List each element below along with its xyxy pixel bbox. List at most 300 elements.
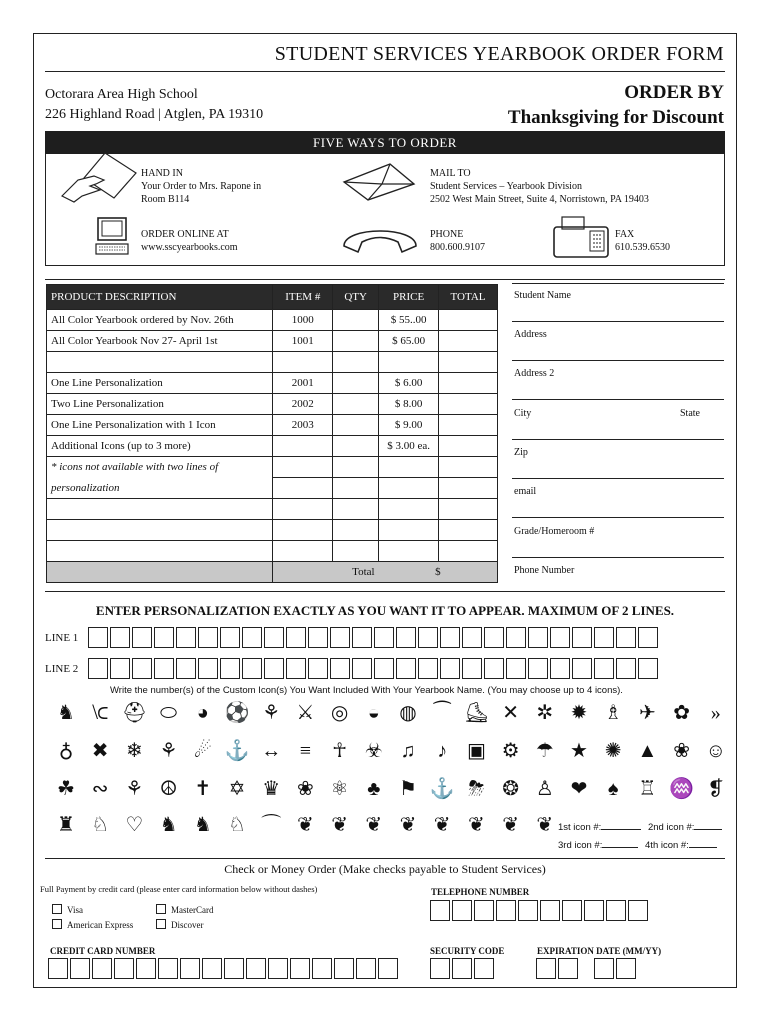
student-name-field[interactable] (512, 321, 724, 322)
amex-label: American Express (67, 920, 134, 930)
item-number: 1000 (273, 310, 333, 331)
total-cell[interactable] (439, 415, 498, 436)
price-cell: $ 55..00 (379, 310, 439, 331)
custom-icon-option: ✝ (194, 778, 212, 800)
qty-cell[interactable] (333, 436, 379, 457)
icon4-label: 4th icon #: (645, 840, 689, 851)
custom-icon-option: ♣ (367, 778, 381, 800)
five-ways-header: FIVE WAYS TO ORDER (45, 131, 725, 154)
custom-icon-option: ⚔ (296, 702, 315, 724)
char-box[interactable] (220, 627, 240, 648)
phone-text (430, 228, 485, 254)
custom-icon-option: ▲ (637, 740, 658, 762)
char-box[interactable] (110, 658, 130, 679)
char-box[interactable] (638, 658, 658, 679)
char-box[interactable] (594, 958, 614, 979)
char-box[interactable] (246, 958, 266, 979)
custom-icon-option: ⛈ (468, 778, 485, 800)
qty-cell[interactable] (333, 520, 379, 541)
char-box[interactable] (352, 658, 372, 679)
char-box[interactable] (374, 658, 394, 679)
custom-icon-option: ⚘ (159, 740, 178, 762)
phone-number: 800.600.9107 (430, 242, 485, 253)
char-box[interactable] (88, 627, 108, 648)
hand-in-icon (60, 150, 140, 205)
price-cell: $ 8.00 (379, 394, 439, 415)
col-header: QTY (333, 285, 379, 310)
total-cell[interactable] (439, 520, 498, 541)
char-box[interactable] (198, 658, 218, 679)
state-label: State (680, 408, 700, 419)
grand-total-field[interactable]: $ (379, 562, 498, 583)
custom-icon-option: ★ (570, 740, 588, 762)
credit-note: Full Payment by credit card (please enter card information below without dashes) (40, 884, 318, 894)
order-by-line1: ORDER BY (624, 82, 724, 103)
custom-icon-option: ✺ (604, 740, 622, 762)
char-box[interactable] (202, 958, 222, 979)
col-header: PRODUCT DESCRIPTION (47, 285, 273, 310)
char-box[interactable] (474, 900, 494, 921)
qty-cell[interactable] (333, 331, 379, 352)
section-divider (45, 858, 725, 859)
custom-icon-option: ◕ (196, 702, 209, 724)
mail-line2: 2502 West Main Street, Suite 4, Norristown, PA 19403 (430, 194, 649, 205)
product-desc: All Color Yearbook Nov 27- April 1st (47, 331, 273, 352)
school-info (45, 85, 263, 125)
char-box[interactable] (430, 900, 450, 921)
qty-cell[interactable] (333, 457, 379, 478)
table-row (47, 310, 498, 331)
mastercard-option[interactable] (156, 904, 214, 915)
online-title: ORDER ONLINE AT (141, 229, 229, 240)
char-box[interactable] (528, 627, 548, 648)
visa-option[interactable] (52, 904, 83, 915)
custom-icon-option: ♜ (57, 814, 75, 836)
char-box[interactable] (506, 658, 526, 679)
custom-icon-option: ❀ (673, 740, 690, 762)
city-label: City (514, 408, 532, 419)
custom-icon-option: ♘ (91, 814, 110, 836)
line2-input[interactable] (88, 658, 660, 679)
item-number: 2003 (273, 415, 333, 436)
address-label: Address (514, 329, 547, 340)
char-box[interactable] (198, 627, 218, 648)
char-box[interactable] (264, 658, 284, 679)
custom-icon-option: ☥ (332, 740, 348, 762)
custom-icon-option: ♫ (400, 740, 416, 762)
char-box[interactable] (334, 958, 354, 979)
custom-icon-option: ⚓ (224, 740, 250, 762)
char-box[interactable] (536, 958, 556, 979)
icon-instruction: Write the number(s) of the Custom Icon(s) You Want Included With Your Yearbook Name. (You may choose up to 4 icons). (110, 685, 623, 696)
computer-icon (94, 216, 132, 258)
char-box[interactable] (638, 627, 658, 648)
custom-icon-option: ♙ (535, 778, 554, 800)
custom-icon-option: ✹ (570, 702, 588, 724)
custom-icon-option: ♞ (57, 702, 75, 724)
char-box[interactable] (484, 658, 504, 679)
char-box[interactable] (330, 627, 350, 648)
expiration-year-input[interactable] (594, 958, 638, 979)
table-row (47, 415, 498, 436)
char-box[interactable] (136, 958, 156, 979)
total-cell[interactable] (439, 541, 498, 562)
char-box[interactable] (550, 658, 570, 679)
char-box[interactable] (616, 627, 636, 648)
product-desc: All Color Yearbook ordered by Nov. 26th (47, 310, 273, 331)
zip-label: Zip (514, 447, 528, 458)
price-cell: $ 65.00 (379, 331, 439, 352)
address2-field[interactable] (512, 399, 724, 400)
char-box[interactable] (396, 627, 416, 648)
icon-note-cont: personalization (47, 478, 273, 499)
amex-option[interactable] (52, 919, 133, 930)
mail-title: MAIL TO (430, 168, 471, 179)
personalization-title: ENTER PERSONALIZATION EXACTLY AS YOU WANT IT TO APPEAR. MAXIMUM OF 2 LINES. (95, 603, 675, 618)
char-box[interactable] (440, 658, 460, 679)
char-box[interactable] (616, 658, 636, 679)
icon4-field[interactable] (689, 847, 717, 848)
char-box[interactable] (550, 627, 570, 648)
mastercard-checkbox[interactable] (156, 904, 166, 914)
card-number-input[interactable] (48, 958, 400, 979)
char-box[interactable] (158, 958, 178, 979)
custom-icon-option: ❀ (297, 778, 314, 800)
table-row (47, 373, 498, 394)
char-box[interactable] (352, 627, 372, 648)
total-cell[interactable] (439, 436, 498, 457)
char-box[interactable] (110, 627, 130, 648)
char-box[interactable] (572, 658, 592, 679)
phone-number-label: Phone Number (514, 565, 575, 576)
icon2-field[interactable] (694, 829, 722, 830)
city-state-field[interactable] (512, 439, 724, 440)
qty-cell[interactable] (333, 478, 379, 499)
mail-text (430, 167, 649, 206)
line1-label: LINE 1 (45, 632, 79, 644)
char-box[interactable] (70, 958, 90, 979)
char-box[interactable] (594, 627, 614, 648)
custom-icon-option: ≡ (299, 740, 312, 762)
char-box[interactable] (572, 627, 592, 648)
price-cell: $ 6.00 (379, 373, 439, 394)
phone-icon (340, 220, 420, 256)
char-box[interactable] (396, 658, 416, 679)
price-cell: $ 9.00 (379, 415, 439, 436)
envelope-icon (342, 162, 417, 202)
icon3-label: 3rd icon #: (558, 840, 603, 851)
custom-icon-option: ♗ (604, 702, 623, 724)
custom-icon-option: ❄ (126, 740, 143, 762)
char-box[interactable] (48, 958, 68, 979)
char-box[interactable] (528, 658, 548, 679)
char-box[interactable] (220, 658, 240, 679)
char-box[interactable] (308, 627, 328, 648)
school-address: 226 Highland Road | Atglen, PA 19310 (45, 107, 264, 122)
custom-icon-option: ⌒ (261, 814, 282, 836)
school-name: Octorara Area High School (45, 87, 198, 102)
custom-icon-option: ⁀ (434, 702, 451, 724)
char-box[interactable] (268, 958, 288, 979)
char-box[interactable] (264, 627, 284, 648)
grade-field[interactable] (512, 557, 724, 558)
fax-number: 610.539.6530 (615, 242, 670, 253)
qty-cell[interactable] (333, 499, 379, 520)
char-box[interactable] (88, 658, 108, 679)
char-box[interactable] (452, 958, 472, 979)
visa-label: Visa (67, 905, 83, 915)
student-name-label: Student Name (514, 290, 571, 301)
char-box[interactable] (628, 900, 648, 921)
form-title: STUDENT SERVICES YEARBOOK ORDER FORM (274, 43, 724, 65)
custom-icon-option: ⚙ (501, 740, 520, 762)
mail-line1: Student Services – Yearbook Division (430, 181, 582, 192)
telephone-label: TELEPHONE NUMBER (431, 887, 530, 897)
icon-choices (558, 822, 722, 833)
char-box[interactable] (558, 958, 578, 979)
table-row (47, 436, 498, 457)
icon-note: * icons not available with two lines of (47, 457, 273, 478)
char-box[interactable] (132, 658, 152, 679)
char-box[interactable] (496, 900, 516, 921)
custom-icon-option: ✕ (502, 702, 519, 724)
custom-icon-option: ⛸ (463, 702, 490, 724)
hand-in-title: HAND IN (141, 168, 183, 179)
total-cell[interactable] (439, 310, 498, 331)
custom-icon-option: ♞ (193, 814, 212, 836)
line2-label: LINE 2 (45, 663, 79, 675)
field-line (512, 283, 724, 284)
table-row (47, 331, 498, 352)
qty-cell[interactable] (333, 394, 379, 415)
char-box[interactable] (154, 658, 174, 679)
custom-icon-option: ❦ (297, 814, 314, 836)
table-row (47, 520, 498, 541)
total-label: Total (273, 562, 379, 583)
custom-icon-option: ◍ (399, 702, 417, 724)
col-header: PRICE (379, 285, 439, 310)
icon1-label: 1st icon #: (558, 822, 602, 833)
col-header: ITEM # (273, 285, 333, 310)
qty-cell[interactable] (333, 415, 379, 436)
discover-checkbox[interactable] (156, 919, 166, 929)
custom-icon-option: ❦ (536, 814, 554, 836)
qty-cell[interactable] (333, 541, 379, 562)
total-cell[interactable] (439, 331, 498, 352)
total-row (47, 562, 498, 583)
amex-checkbox[interactable] (52, 919, 62, 929)
table-row (47, 478, 498, 499)
grade-label: Grade/Homeroom # (514, 526, 595, 537)
char-box[interactable] (540, 900, 560, 921)
table-row (47, 541, 498, 562)
custom-icon-option: ☄ (193, 740, 212, 762)
item-number (273, 436, 333, 457)
online-text (141, 228, 238, 254)
custom-icon-option: ♞ (159, 814, 178, 836)
char-box[interactable] (290, 958, 310, 979)
char-box[interactable] (242, 658, 262, 679)
custom-icon-option: ⟈ (91, 702, 109, 724)
col-header: TOTAL (439, 285, 498, 310)
total-cell[interactable] (439, 373, 498, 394)
char-box[interactable] (286, 627, 306, 648)
char-box[interactable] (92, 958, 112, 979)
char-box[interactable] (440, 627, 460, 648)
icon-choices-2 (558, 840, 717, 851)
qty-cell[interactable] (333, 352, 379, 373)
char-box[interactable] (176, 658, 196, 679)
char-box[interactable] (374, 627, 394, 648)
email-field[interactable] (512, 517, 724, 518)
order-by-line2: Thanksgiving for Discount (507, 107, 724, 128)
char-box[interactable] (378, 958, 398, 979)
custom-icon-option: ◒ (367, 702, 380, 724)
table-row (47, 352, 498, 373)
char-box[interactable] (518, 900, 538, 921)
char-box[interactable] (606, 900, 626, 921)
char-box[interactable] (114, 958, 134, 979)
custom-icon-option: ♠ (607, 778, 619, 800)
online-url[interactable]: www.sscyearbooks.com (141, 242, 238, 253)
custom-icon-option: ⚛ (330, 778, 349, 800)
icon3-field[interactable] (602, 847, 638, 848)
custom-icon-option: ♡ (125, 814, 144, 836)
icon2-label: 2nd icon #: (647, 822, 695, 833)
card-label: CREDIT CARD NUMBER (50, 946, 156, 956)
char-box[interactable] (308, 658, 328, 679)
icon1-field[interactable] (601, 829, 641, 830)
phone-title: PHONE (430, 229, 464, 240)
custom-icon-option: ☘ (57, 778, 75, 800)
char-box[interactable] (356, 958, 376, 979)
custom-icon-option: ⚽ (224, 702, 250, 724)
custom-icon-option: ⚑ (399, 778, 417, 800)
discover-option[interactable] (156, 919, 204, 930)
custom-icon-option: ♒ (669, 778, 695, 800)
char-box[interactable] (506, 627, 526, 648)
char-box[interactable] (242, 627, 262, 648)
line1-input[interactable] (88, 627, 660, 648)
custom-icon-option: ❦ (331, 814, 348, 836)
custom-icon-option: ▣ (466, 740, 486, 762)
fax-text (615, 228, 670, 254)
char-box[interactable] (462, 627, 482, 648)
custom-icon-option: ❦ (433, 814, 451, 836)
char-box[interactable] (224, 958, 244, 979)
visa-checkbox[interactable] (52, 904, 62, 914)
char-box[interactable] (562, 900, 582, 921)
address-field[interactable] (512, 360, 724, 361)
char-box[interactable] (484, 627, 504, 648)
total-cell[interactable] (439, 394, 498, 415)
hand-in-text (141, 167, 261, 206)
telephone-input[interactable] (430, 900, 650, 921)
total-cell[interactable] (439, 478, 498, 499)
char-box[interactable] (616, 958, 636, 979)
expiration-label: EXPIRATION DATE (MM/YY) (537, 946, 662, 956)
custom-icon-option: ⚓ (429, 778, 455, 800)
hand-in-line2: Room B114 (141, 194, 190, 205)
custom-icon-option: ☣ (364, 740, 383, 762)
qty-cell[interactable] (333, 310, 379, 331)
custom-icon-option: ⚘ (125, 778, 144, 800)
custom-icon-option: ❦ (365, 814, 383, 836)
product-desc: Additional Icons (up to 3 more) (47, 436, 273, 457)
custom-icon-option: ∾ (91, 778, 109, 800)
custom-icon-option: ♪ (437, 740, 448, 762)
security-code-input[interactable] (430, 958, 496, 979)
item-number: 1001 (273, 331, 333, 352)
char-box[interactable] (418, 658, 438, 679)
section-divider (45, 279, 725, 280)
custom-icon-option: ✿ (673, 702, 690, 724)
order-by-note (508, 80, 724, 130)
table-row (47, 499, 498, 520)
security-label: SECURITY CODE (430, 946, 505, 956)
product-desc: One Line Personalization (47, 373, 273, 394)
icon-grid (45, 700, 725, 860)
custom-icon-option: ✲ (536, 702, 554, 724)
product-desc: One Line Personalization with 1 Icon (47, 415, 273, 436)
check-note: Check or Money Order (Make checks payable to Student Services) (224, 862, 546, 876)
char-box[interactable] (286, 658, 306, 679)
title-divider (45, 71, 725, 72)
char-box[interactable] (180, 958, 200, 979)
char-box[interactable] (474, 958, 494, 979)
hand-in-line1: Your Order to Mrs. Rapone in (141, 181, 262, 192)
custom-icon-option: ❦ (468, 814, 485, 836)
char-box[interactable] (330, 658, 350, 679)
char-box[interactable] (452, 900, 472, 921)
total-cell[interactable] (439, 457, 498, 478)
custom-icon-option: ☺ (705, 740, 726, 762)
zip-field[interactable] (512, 478, 724, 479)
custom-icon-option: ☂ (535, 740, 554, 762)
char-box[interactable] (418, 627, 438, 648)
address2-label: Address 2 (514, 368, 555, 379)
custom-icon-option: » (710, 702, 721, 724)
char-box[interactable] (430, 958, 450, 979)
table-header-row (47, 285, 498, 310)
char-box[interactable] (594, 658, 614, 679)
custom-icon-option: ❦ (399, 814, 417, 836)
char-box[interactable] (132, 627, 152, 648)
char-box[interactable] (584, 900, 604, 921)
custom-icon-option: ⛑ (121, 702, 148, 724)
custom-icon-option: ↔ (261, 740, 282, 762)
table-row (47, 394, 498, 415)
total-cell[interactable] (439, 499, 498, 520)
price-cell: $ 3.00 ea. (379, 436, 439, 457)
discover-label: Discover (171, 920, 204, 930)
custom-icon-option: ❂ (502, 778, 519, 800)
total-cell[interactable] (439, 352, 498, 373)
char-box[interactable] (176, 627, 196, 648)
custom-icon-option: ♘ (228, 814, 246, 836)
expiration-month-input[interactable] (536, 958, 580, 979)
custom-icon-option: ✖ (91, 740, 109, 762)
custom-icon-option: ⬭ (160, 702, 178, 724)
char-box[interactable] (462, 658, 482, 679)
item-number: 2002 (273, 394, 333, 415)
section-divider (45, 591, 725, 592)
char-box[interactable] (154, 627, 174, 648)
fax-title: FAX (615, 229, 635, 240)
custom-icon-option: ◎ (330, 702, 349, 724)
char-box[interactable] (312, 958, 332, 979)
qty-cell[interactable] (333, 373, 379, 394)
